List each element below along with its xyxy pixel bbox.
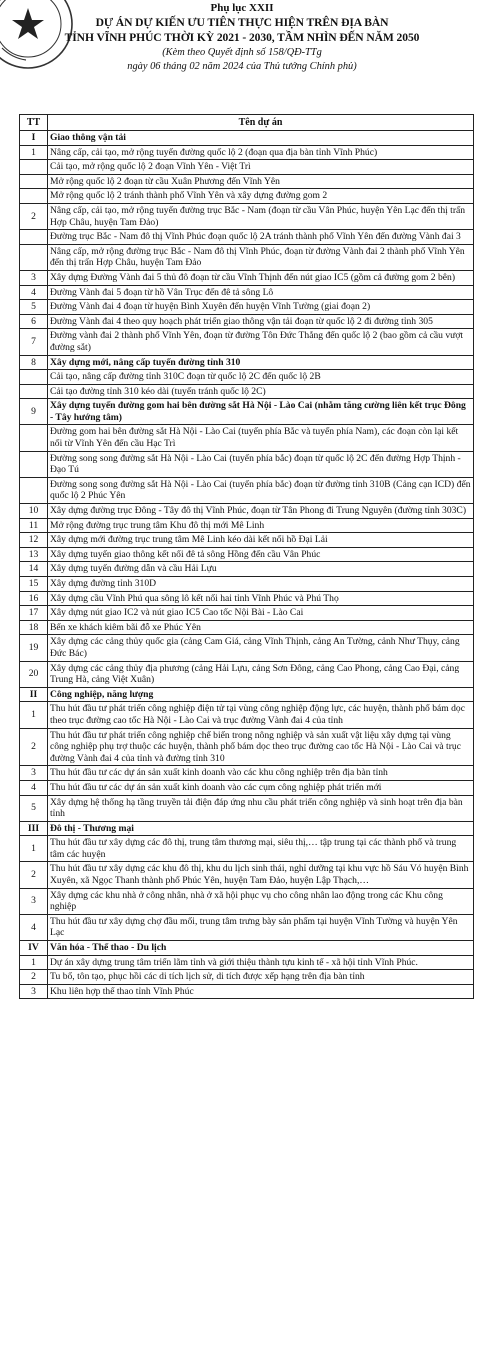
project-name: Xây dựng các cảng thủy địa phương (cảng Hải Lựu, cảng Sơn Đông, cảng Cao Phong, cảng Cao Đại, cảng Trung Hà, cảng Việt Xuân) <box>48 661 474 687</box>
table-row <box>20 914 474 940</box>
table-row <box>20 451 474 477</box>
table-row <box>20 562 474 577</box>
project-name: Nâng cấp, cải tạo, mở rộng tuyến đường quốc lộ 2 (đoạn qua địa bàn tỉnh Vĩnh Phúc) <box>48 145 474 160</box>
table-row <box>20 314 474 329</box>
appendix-label: Phụ lục XXII <box>210 2 274 14</box>
project-name: Thu hút đầu tư xây dựng các khu đô thị, khu du lịch sinh thái, nghỉ dưỡng tại khu vực hồ Sáu Vó huyện Bình Xuyên, xã Ngọc Thanh thành phố Phúc Yên, huyện Tam Đảo, huyện Lập Thạch,… <box>48 862 474 888</box>
table-row <box>20 285 474 300</box>
project-name: Xây dựng Đường Vành đai 5 thủ đô đoạn từ cầu Vĩnh Thịnh đến nút giao IC5 (gồm cả đường gom 2 bên) <box>48 270 474 285</box>
row-number <box>20 189 48 204</box>
row-number: 13 <box>20 547 48 562</box>
table-row <box>20 399 474 425</box>
table-row <box>20 370 474 385</box>
project-name: Đường Vành đai 4 đoạn từ huyện Bình Xuyên đến huyện Vĩnh Tường (giai đoạn 2) <box>48 300 474 315</box>
project-name: Tu bổ, tôn tạo, phục hồi các di tích lịch sử, di tích được xếp hạng trên địa bàn tỉnh <box>48 970 474 985</box>
table-row <box>20 160 474 175</box>
row-number <box>20 384 48 399</box>
row-number: 3 <box>20 888 48 914</box>
row-number: 14 <box>20 562 48 577</box>
table-body <box>20 131 474 999</box>
table-row <box>20 606 474 621</box>
table-row <box>20 620 474 635</box>
row-number: 18 <box>20 620 48 635</box>
project-name: Thu hút đầu tư phát triển công nghiệp điện tử tại vùng công nghiệp động lực, các huyện, thành phố bám dọc theo trục đường cao tốc Hà Nội - Lào Cai và trục đường Vành đai 4 của tỉnh <box>48 702 474 728</box>
table-header-row <box>20 115 474 131</box>
table-row <box>20 836 474 862</box>
project-name: Xây dựng tuyến giao thông kết nối đê tả sông Hồng đến cầu Vân Phúc <box>48 547 474 562</box>
table-row <box>20 329 474 355</box>
row-number: 9 <box>20 399 48 425</box>
table-row <box>20 518 474 533</box>
project-name: Mở rộng quốc lộ 2 tránh thành phố Vĩnh Yên và xây dựng đường gom 2 <box>48 189 474 204</box>
table-row <box>20 984 474 999</box>
table-row <box>20 300 474 315</box>
table-row <box>20 145 474 160</box>
row-number: 8 <box>20 355 48 370</box>
project-name: Thu hút đầu tư các dự án sản xuất kinh doanh vào các khu công nghiệp trên địa bàn tỉnh <box>48 766 474 781</box>
project-table <box>19 114 474 999</box>
project-name: Thu hút đầu tư xây dựng các đô thị, trung tâm thương mại, siêu thị,… tập trung tại các thành phố và trung tâm các huyện <box>48 836 474 862</box>
row-number: 7 <box>20 329 48 355</box>
project-name: Xây dựng nút giao IC2 và nút giao IC5 Cao tốc Nội Bài - Lào Cai <box>48 606 474 621</box>
table-row <box>20 355 474 370</box>
project-name: Đường Vành đai 5 đoạn từ hồ Vân Trục đến đê tả sông Lô <box>48 285 474 300</box>
table-row <box>20 425 474 451</box>
row-number: 1 <box>20 145 48 160</box>
row-number: 2 <box>20 970 48 985</box>
table-row <box>20 955 474 970</box>
row-number: IV <box>20 941 48 956</box>
project-name: Nâng cấp, cải tạo, mở rộng tuyến đường trục Bắc - Nam (đoạn từ cầu Vân Phúc, huyện Yên Lạc đến thị trấn Hợp Châu, huyện Tam Đảo) <box>48 203 474 229</box>
project-name: Xây dựng mới, nâng cấp tuyến đường tỉnh 310 <box>48 355 474 370</box>
project-name: Dự án xây dựng trung tâm triển lãm tỉnh và giới thiệu thành tựu kinh tế - xã hội tỉnh Vĩnh Phúc. <box>48 955 474 970</box>
row-number <box>20 174 48 189</box>
row-number: 1 <box>20 702 48 728</box>
project-name: Xây dựng đường tỉnh 310D <box>48 577 474 592</box>
project-name: Công nghiệp, năng lượng <box>48 687 474 702</box>
project-name: Văn hóa - Thể thao - Du lịch <box>48 941 474 956</box>
table-row <box>20 477 474 503</box>
section-row <box>20 941 474 956</box>
title-line-2: TỈNH VĨNH PHÚC THỜI KỲ 2021 - 2030, TẦM NHÌN ĐẾN NĂM 2050 <box>64 31 420 44</box>
row-number: 5 <box>20 795 48 821</box>
row-number: 4 <box>20 285 48 300</box>
decision-note-line-1: (Kèm theo Quyết định số 158/QĐ-TTg <box>162 47 322 58</box>
project-name: Đường song song đường sắt Hà Nội - Lào Cai (tuyến phía bắc) đoạn từ quốc lộ 2C đến đường Hợp Thịnh - Đạo Tú <box>48 451 474 477</box>
project-name: Giao thông vận tải <box>48 131 474 146</box>
table-row <box>20 766 474 781</box>
row-number: 6 <box>20 314 48 329</box>
project-name: Mở rộng quốc lộ 2 đoạn từ cầu Xuân Phương đến Vĩnh Yên <box>48 174 474 189</box>
table-row <box>20 533 474 548</box>
row-number <box>20 230 48 245</box>
row-number: 4 <box>20 780 48 795</box>
row-number: 1 <box>20 836 48 862</box>
project-name: Cải tạo, nâng cấp đường tỉnh 310C đoạn từ quốc lộ 2C đến quốc lộ 2B <box>48 370 474 385</box>
row-number: II <box>20 687 48 702</box>
row-number: 4 <box>20 914 48 940</box>
project-name: Cải tạo đường tỉnh 310 kéo dài (tuyến tránh quốc lộ 2C) <box>48 384 474 399</box>
col-tt-header: TT <box>20 115 48 131</box>
row-number: 2 <box>20 728 48 766</box>
row-number <box>20 160 48 175</box>
row-number <box>20 477 48 503</box>
section-row <box>20 687 474 702</box>
row-number: I <box>20 131 48 146</box>
table-row <box>20 174 474 189</box>
row-number: 19 <box>20 635 48 661</box>
project-name: Xây dựng tuyến đường gom hai bên đường sắt Hà Nội - Lào Cai (nhằm tăng cường liên kết trục Đông - Tây hướng tâm) <box>48 399 474 425</box>
project-name: Đường vành đai 2 thành phố Vĩnh Yên, đoạn từ đường Tôn Đức Thắng đến quốc lộ 2 (bao gồm cả cầu vượt đường sắt) <box>48 329 474 355</box>
decision-note-line-2: ngày 06 tháng 02 năm 2024 của Thủ tướng Chính phủ) <box>127 61 357 72</box>
section-row <box>20 131 474 146</box>
row-number: 2 <box>20 203 48 229</box>
row-number: 2 <box>20 862 48 888</box>
row-number <box>20 451 48 477</box>
table-row <box>20 795 474 821</box>
row-number: 17 <box>20 606 48 621</box>
row-number: 10 <box>20 504 48 519</box>
project-name: Thu hút đầu tư xây dựng chợ đầu mối, trung tâm trưng bày sản phẩm tại huyện Vĩnh Tường và huyện Yên Lạc <box>48 914 474 940</box>
table-row <box>20 577 474 592</box>
project-name: Bến xe khách kiêm bãi đỗ xe Phúc Yên <box>48 620 474 635</box>
table-row <box>20 189 474 204</box>
project-name: Đường trục Bắc - Nam đô thị Vĩnh Phúc đoạn quốc lộ 2A tránh thành phố Vĩnh Yên đến đường Vành đai 3 <box>48 230 474 245</box>
project-name: Xây dựng hệ thống hạ tầng truyền tải điện đáp ứng nhu cầu phát triển công nghiệp và sinh hoạt trên địa bàn tỉnh <box>48 795 474 821</box>
row-number: 3 <box>20 766 48 781</box>
table-row <box>20 635 474 661</box>
table-row <box>20 547 474 562</box>
row-number: 1 <box>20 955 48 970</box>
project-name: Xây dựng mới đường trục trung tâm Mê Linh kéo dài kết nối hồ Đại Lải <box>48 533 474 548</box>
table-row <box>20 270 474 285</box>
project-name: Xây dựng cầu Vĩnh Phú qua sông lô kết nối hai tỉnh Vĩnh Phúc và Phú Thọ <box>48 591 474 606</box>
table-row <box>20 591 474 606</box>
project-name: Xây dựng tuyến đường dẫn và cầu Hải Lựu <box>48 562 474 577</box>
table-row <box>20 702 474 728</box>
row-number <box>20 370 48 385</box>
project-name: Thu hút đầu tư các dự án sản xuất kinh doanh vào các cụm công nghiệp phát triển mới <box>48 780 474 795</box>
row-number: III <box>20 821 48 836</box>
project-name: Xây dựng đường trục Đông - Tây đô thị Vĩnh Phúc, đoạn từ Tân Phong đi Trung Nguyên (đường tỉnh 303C) <box>48 504 474 519</box>
table-row <box>20 661 474 687</box>
project-name: Thu hút đầu tư phát triển công nghiệp chế biến trong nông nghiệp và sản xuất vật liệu xây dựng tại vùng công nghiệp phụ trợ thuộc các huyện, thành phố bám dọc theo trục đường cao tốc Hà Nội - Lào Cai và trục đường Vành đai 4 của tỉnh và đường tỉnh 310 <box>48 728 474 766</box>
table-row <box>20 728 474 766</box>
project-name: Đường song song đường sắt Hà Nội - Lào Cai (tuyến phía bắc) đoạn từ đường tỉnh 310B (Cảng cạn ICD) đến quốc lộ 2 Phúc Yên <box>48 477 474 503</box>
table-row <box>20 970 474 985</box>
row-number: 5 <box>20 300 48 315</box>
table-row <box>20 244 474 270</box>
project-name: Đường Vành đai 4 theo quy hoạch phát triển giao thông vận tải đoạn từ quốc lộ 2 đi đường tỉnh 305 <box>48 314 474 329</box>
project-name: Xây dựng các khu nhà ở công nhân, nhà ở xã hội phục vụ cho công nhân lao động trong các Khu công nghiệp <box>48 888 474 914</box>
project-name: Khu liên hợp thể thao tỉnh Vĩnh Phúc <box>48 984 474 999</box>
row-number: 15 <box>20 577 48 592</box>
col-name-header: Tên dự án <box>48 115 474 131</box>
project-name: Cải tạo, mở rộng quốc lộ 2 đoạn Vĩnh Yên - Việt Trì <box>48 160 474 175</box>
row-number <box>20 425 48 451</box>
row-number: 3 <box>20 270 48 285</box>
section-row <box>20 821 474 836</box>
title-line-1: DỰ ÁN DỰ KIẾN ƯU TIÊN THỰC HIỆN TRÊN ĐỊA BÀN <box>95 16 389 29</box>
row-number: 20 <box>20 661 48 687</box>
project-name: Mở rộng đường trục trung tâm Khu đô thị mới Mê Linh <box>48 518 474 533</box>
table-row <box>20 230 474 245</box>
row-number: 3 <box>20 984 48 999</box>
row-number: 11 <box>20 518 48 533</box>
row-number: 16 <box>20 591 48 606</box>
table-row <box>20 780 474 795</box>
project-name: Xây dựng các cảng thủy quốc gia (cảng Cam Giá, cảng Vĩnh Thịnh, cảng An Tường, cảnh Như Thụy, cảng Đức Bác) <box>48 635 474 661</box>
table-row <box>20 888 474 914</box>
row-number: 12 <box>20 533 48 548</box>
project-name: Đô thị - Thương mại <box>48 821 474 836</box>
project-name: Đường gom hai bên đường sắt Hà Nội - Lào Cai (tuyến phía Bắc và tuyến phía Nam), các đoạn còn lại kết nối từ Vĩnh Yên đến cầu Hạc Trì <box>48 425 474 451</box>
table-row <box>20 384 474 399</box>
table-row <box>20 203 474 229</box>
table-row <box>20 504 474 519</box>
row-number <box>20 244 48 270</box>
project-name: Nâng cấp, mở rộng đường trục Bắc - Nam đô thị Vĩnh Phúc, đoạn từ đường Vành đai 2 thành phố Vĩnh Yên đến thị trấn Hợp Châu, huyện Tam Đảo <box>48 244 474 270</box>
table-row <box>20 862 474 888</box>
